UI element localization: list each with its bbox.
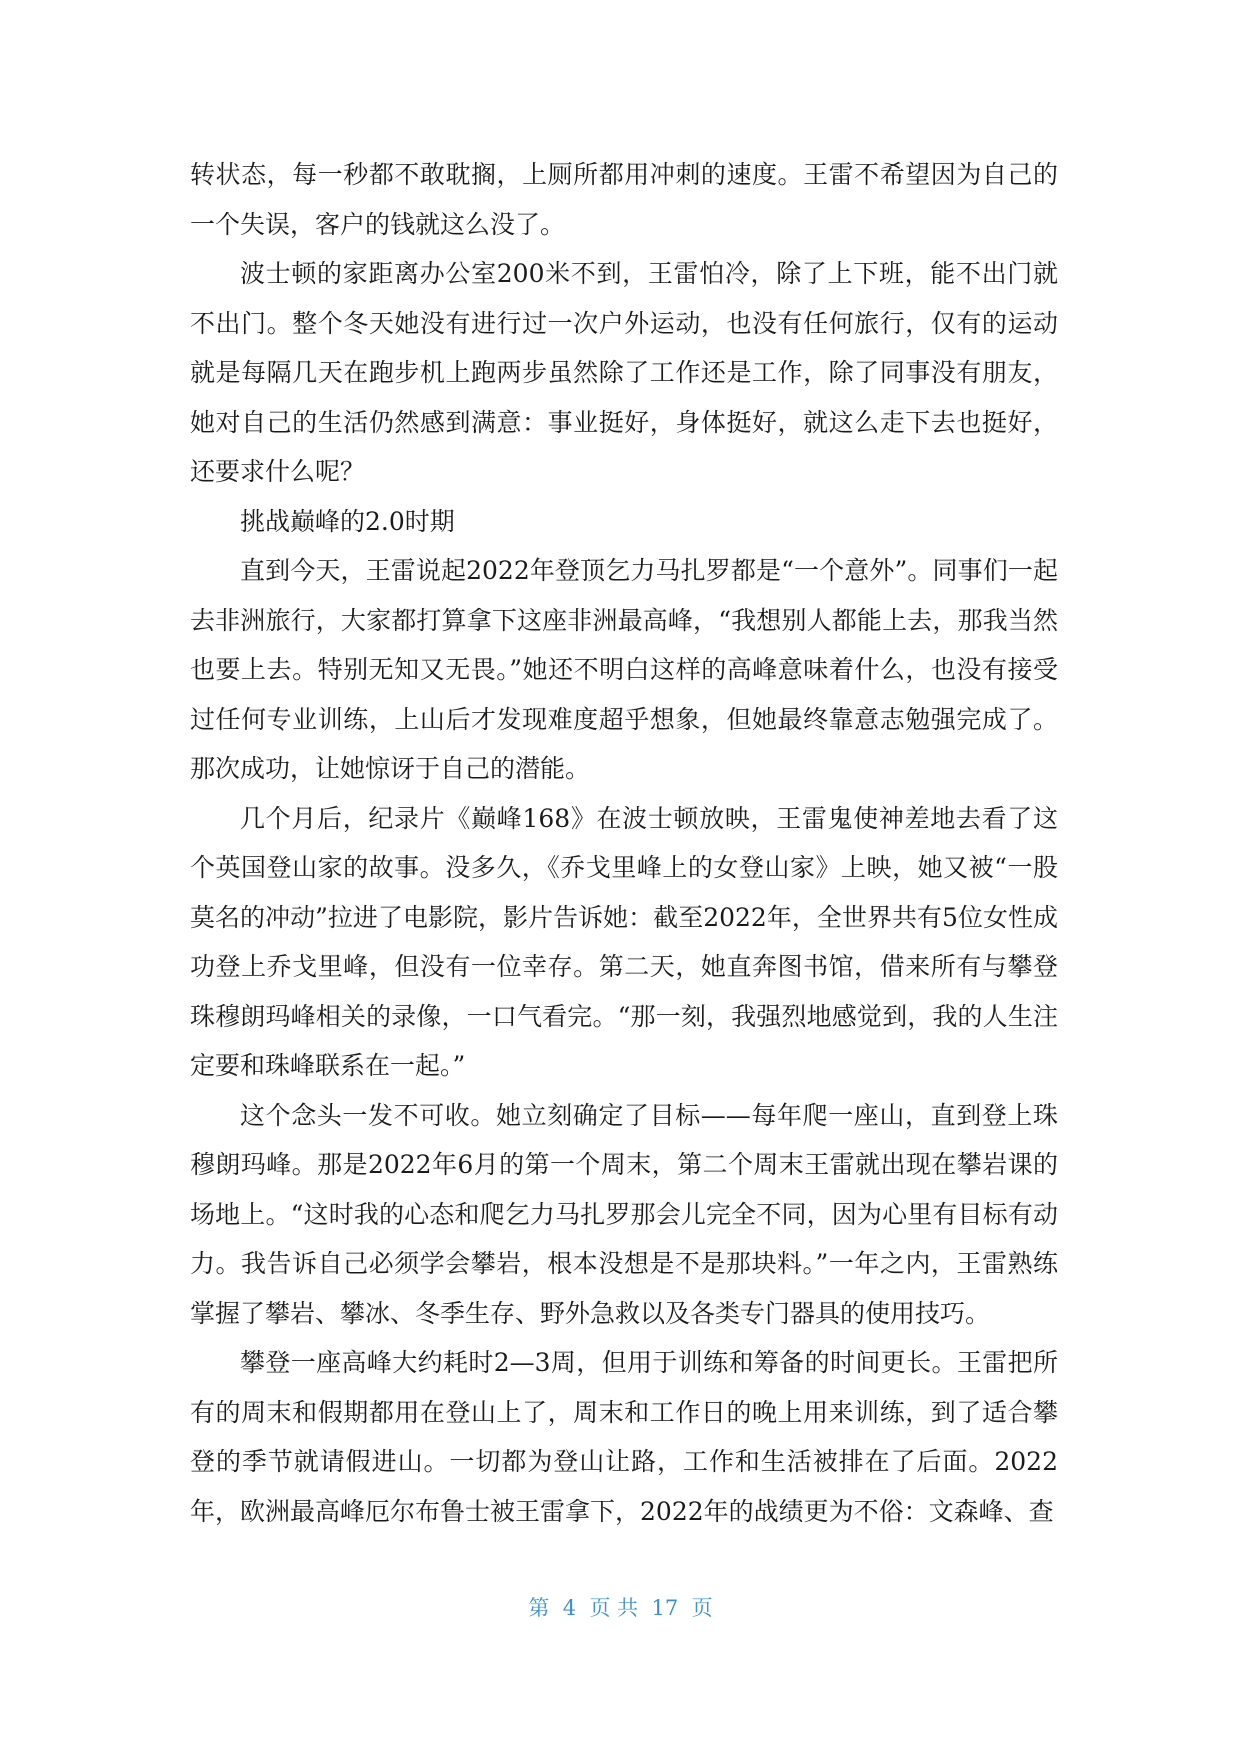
section-heading: 挑战巅峰的2.0时期	[240, 506, 455, 536]
paragraph-goal: 这个念头一发不可收。她立刻确定了目标——每年爬一座山，直到登上珠穆朗玛峰。那是2022年6月的第一个周末，第二个周末王雷就出现在攀岩课的场地上。“这时我的心态和爬乞力马扎罗那会儿完全不同，因为心里有目标有动力。我告诉自己必须学会攀岩，根本没想是不是那块料。”一年之内，王雷熟练掌握了攀岩、攀冰、冬季生存、野外急救以及各类专门器具的使用技巧。	[190, 1100, 1058, 1328]
document-body	[190, 150, 1058, 1536]
paragraph-continuation: 转状态，每一秒都不敢耽搁，上厕所都用冲刺的速度。王雷不希望因为自己的一个失误，客户的钱就这么没了。	[190, 160, 1058, 239]
paragraph-boston-home: 波士顿的家距离办公室200米不到，王雷怕冷，除了上下班，能不出门就不出门。整个冬天她没有进行过一次户外运动，也没有任何旅行，仅有的运动就是每隔几天在跑步机上跑两步虽然除了工作还是工作，除了同事没有朋友，她对自己的生活仍然感到满意：事业挺好，身体挺好，就这么走下去也挺好，还要求什么呢？	[190, 259, 1058, 486]
paragraph-training: 攀登一座高峰大约耗时2—3周，但用于训练和筹备的时间更长。王雷把所有的周末和假期都用在登山上了，周末和工作日的晚上用来训练，到了适合攀登的季节就请假进山。一切都为登山让路，工作和生活被排在了后面。2022年，欧洲最高峰厄尔布鲁士被王雷拿下，2022年的战绩更为不俗：文森峰、查	[190, 1348, 1058, 1526]
paragraph-kilimanjaro: 直到今天，王雷说起2022年登顶乞力马扎罗都是“一个意外”。同事们一起去非洲旅行，大家都打算拿下这座非洲最高峰，“我想别人都能上去，那我当然也要上去。特别无知又无畏。”她还不明白这样的高峰意味着什么，也没有接受过任何专业训练，上山后才发现难度超乎想象，但她最终靠意志勉强完成了。那次成功，让她惊讶于自己的潜能。	[190, 556, 1058, 783]
paragraph-documentary: 几个月后，纪录片《巅峰168》在波士顿放映，王雷鬼使神差地去看了这个英国登山家的故事。没多久，《乔戈里峰上的女登山家》上映，她又被“一股莫名的冲动”拉进了电影院，影片告诉她：截至2022年，全世界共有5位女性成功登上乔戈里峰，但没有一位幸存。第二天，她直奔图书馆，借来所有与攀登珠穆朗玛峰相关的录像，一口气看完。“那一刻，我强烈地感觉到，我的人生注定要和珠峰联系在一起。”	[190, 803, 1058, 1080]
page-number-footer: 第 4 页 共 17 页	[528, 1596, 713, 1620]
